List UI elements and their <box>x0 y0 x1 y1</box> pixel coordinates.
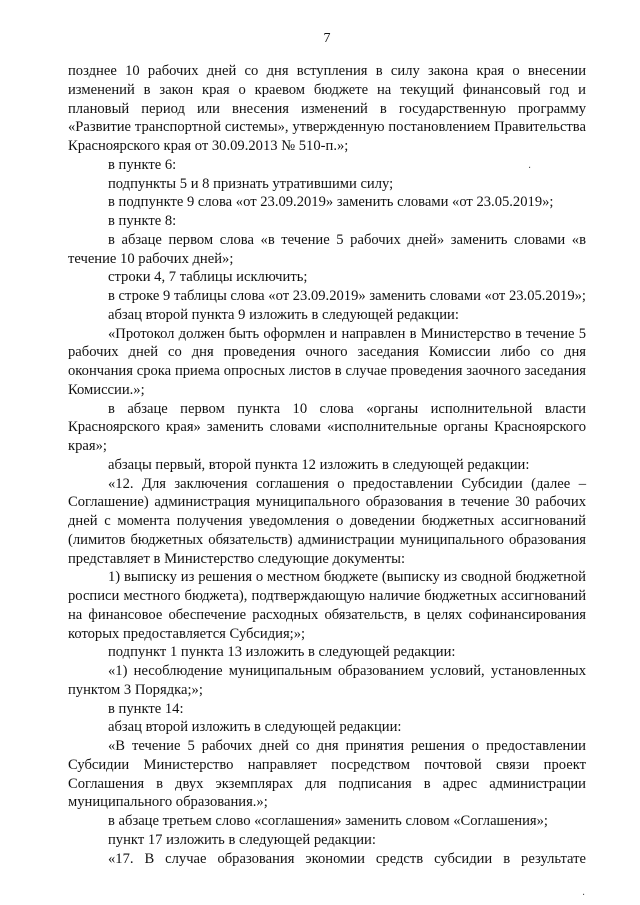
paragraph: «1) несоблюдение муниципальным образованием условий, установленных пунктом 3 Порядка;»; <box>68 663 586 698</box>
paragraph: в строке 9 таблицы слова «от 23.09.2019» заменить словами «от 23.05.2019»; <box>108 288 586 304</box>
paragraph: в подпункте 9 слова «от 23.09.2019» заменить словами «от 23.05.2019»; <box>108 194 554 211</box>
document-body <box>68 62 586 868</box>
paragraph: в абзаце первом пункта 10 слова «органы исполнительной власти Красноярского края» заменить словами «исполнительные органы Красноярского края»; <box>68 400 586 454</box>
scan-speck: · <box>582 890 586 901</box>
paragraph: «17. В случае образования экономии средств субсидии в результате <box>108 850 586 867</box>
paragraph: позднее 10 рабочих дней со дня вступления в силу закона края о внесении изменений в закон края о краевом бюджете на текущий финансовый год и плановый период или внесения изменений в государственную программу «Развитие транспортной системы», утвержденную постановлением Правительства Красноярского края от 30.09.2013 № 510-п.»; <box>68 63 586 154</box>
paragraph: в пункте 8: <box>108 213 177 229</box>
scan-speck: · <box>528 163 532 174</box>
paragraph: подпункт 1 пункта 13 изложить в следующей редакции: <box>108 644 456 661</box>
paragraph: абзац второй пункта 9 изложить в следующей редакции: <box>108 306 459 323</box>
paragraph: «12. Для заключения соглашения о предоставлении Субсидии (далее – Соглашение) администрация муниципального образования в течение 30 рабочих дней с момента получения уведомления о доведении бюджетных ассигнований (лимитов бюджетных обязательств) администрации муниципального образования представляет в Министерство следующие документы: <box>68 475 586 567</box>
paragraph: в пункте 14: <box>108 700 184 717</box>
paragraph: абзацы первый, второй пункта 12 изложить в следующей редакции: <box>108 456 530 473</box>
paragraph: строки 4, 7 таблицы исключить; <box>108 269 308 286</box>
page-number: 7 <box>323 31 331 46</box>
paragraph: 1) выписку из решения о местном бюджете (выписку из сводной бюджетной росписи местного бюджета), подтверждающую наличие бюджетных ассигнований на финансовое обеспечение расходных обязательств, в целях софинансирования которых предоставляется Субсидия;»; <box>68 569 586 642</box>
paragraph: пункт 17 изложить в следующей редакции: <box>108 831 376 848</box>
paragraph: в пункте 6: <box>108 156 177 173</box>
paragraph: абзац второй изложить в следующей редакции: <box>108 719 402 736</box>
paragraph: «В течение 5 рабочих дней со дня принятия решения о предоставлении Субсидии Министерство направляет посредством почтовой связи проект Соглашения в двух экземплярах для подписания в адрес администрации муниципального образования.»; <box>68 738 586 811</box>
paragraph: в абзаце первом слова «в течение 5 рабочих дней» заменить словами «в течение 10 рабочих дней»; <box>68 231 586 267</box>
paragraph: в абзаце третьем слово «соглашения» заменить словом «Соглашения»; <box>108 813 548 829</box>
paragraph: подпункты 5 и 8 признать утратившими силу; <box>108 175 394 192</box>
paragraph: «Протокол должен быть оформлен и направлен в Министерство в течение 5 рабочих дней со дня проведения очного заседания Комиссии либо со дня окончания срока приема опросных листов в случае проведения заочного заседания Комиссии.»; <box>68 325 586 398</box>
